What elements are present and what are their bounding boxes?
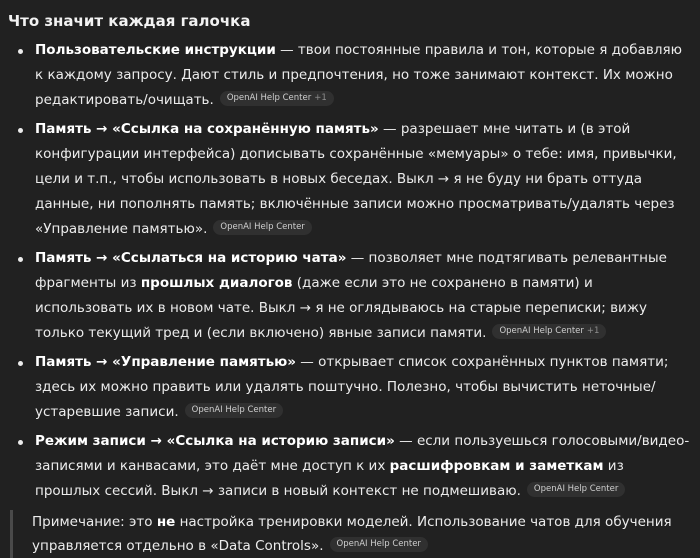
- list-item-custom-instructions: [8, 38, 690, 113]
- chip-count: +1: [314, 92, 327, 103]
- chip-label: OpenAI Help Center: [191, 404, 277, 415]
- note-text-after: настройка тренировки моделей. Использование чатов для обучения управляется отдельно в «Data Controls».: [32, 514, 672, 554]
- source-chip[interactable]: [185, 403, 283, 418]
- list-item-chat-history: [8, 246, 690, 346]
- item-text: — твои постоянные правила и тон, которые я добавляю к каждому запросу. Дают стиль и предпочтения, но тоже занимают контекст. Их можно редактировать/очищать.: [35, 42, 682, 108]
- chip-label: OpenAI Help Center: [499, 325, 584, 336]
- source-chip[interactable]: [492, 324, 606, 339]
- item-title: Память → «Управление памятью»: [35, 354, 296, 370]
- item-text: — открывает список сохранённых пунктов памяти; здесь их можно править или удалять поштучно. Полезно, чтобы вычистить неточные/устаревшие записи.: [35, 354, 669, 420]
- item-bold-phrase: расшифровкам и заметкам: [389, 458, 604, 474]
- list-item-manage-memory: [8, 350, 690, 425]
- section-heading: Что значит каждая галочка: [8, 12, 251, 30]
- chip-label: OpenAI Help Center: [533, 483, 619, 494]
- list-item-record-mode: [8, 429, 690, 504]
- note-text: Примечание: это: [32, 514, 157, 530]
- item-title: Память → «Ссылка на сохранённую память»: [35, 121, 379, 137]
- chip-label: OpenAI Help Center: [336, 538, 421, 549]
- source-chip[interactable]: [330, 537, 428, 552]
- item-text-after: из прошлых сессий. Выкл → записи в новый контекст не подмешиваю.: [35, 458, 624, 499]
- item-text: — если пользуешься голосовыми/видео-записями и канвасами, это даёт мне доступ к их: [35, 433, 690, 474]
- chip-label: OpenAI Help Center: [226, 92, 312, 103]
- item-text: — разрешает мне читать и (в этой конфигурации интерфейса) дописывать сохранённые «мемуары» о тебе: имя, привычки, цели и т.п., чтобы использовать в новых беседах. Выкл → я не буду ни брать оттуда данные, ни пополнять память; включённые записи можно просматривать/удалять через «Управление памятью».: [35, 121, 677, 237]
- item-title: Режим записи → «Ссылка на историю записи»: [35, 433, 395, 449]
- item-text-after: (даже если это не сохранено в памяти) и использовать их в новом чате. Выкл → я не оглядываюсь на старые переписки; вижу только текущий тред и (если включено) явные записи памяти.: [35, 275, 647, 341]
- chip-label: OpenAI Help Center: [220, 221, 305, 232]
- item-text: — позволяет мне подтягивать релевантные фрагменты из: [35, 250, 667, 291]
- source-chip[interactable]: [213, 220, 311, 235]
- source-chip[interactable]: [527, 482, 625, 497]
- note-bold: не: [156, 514, 176, 530]
- note-blockquote: [10, 510, 690, 558]
- chip-count: +1: [586, 325, 600, 336]
- list-item-saved-memory: [8, 117, 690, 242]
- item-title: Память → «Ссылаться на историю чата»: [35, 250, 347, 266]
- settings-list: [8, 38, 690, 504]
- source-chip[interactable]: [220, 91, 334, 106]
- item-bold-phrase: прошлых диалогов: [140, 275, 293, 291]
- item-title: Пользовательские инструкции: [35, 42, 276, 58]
